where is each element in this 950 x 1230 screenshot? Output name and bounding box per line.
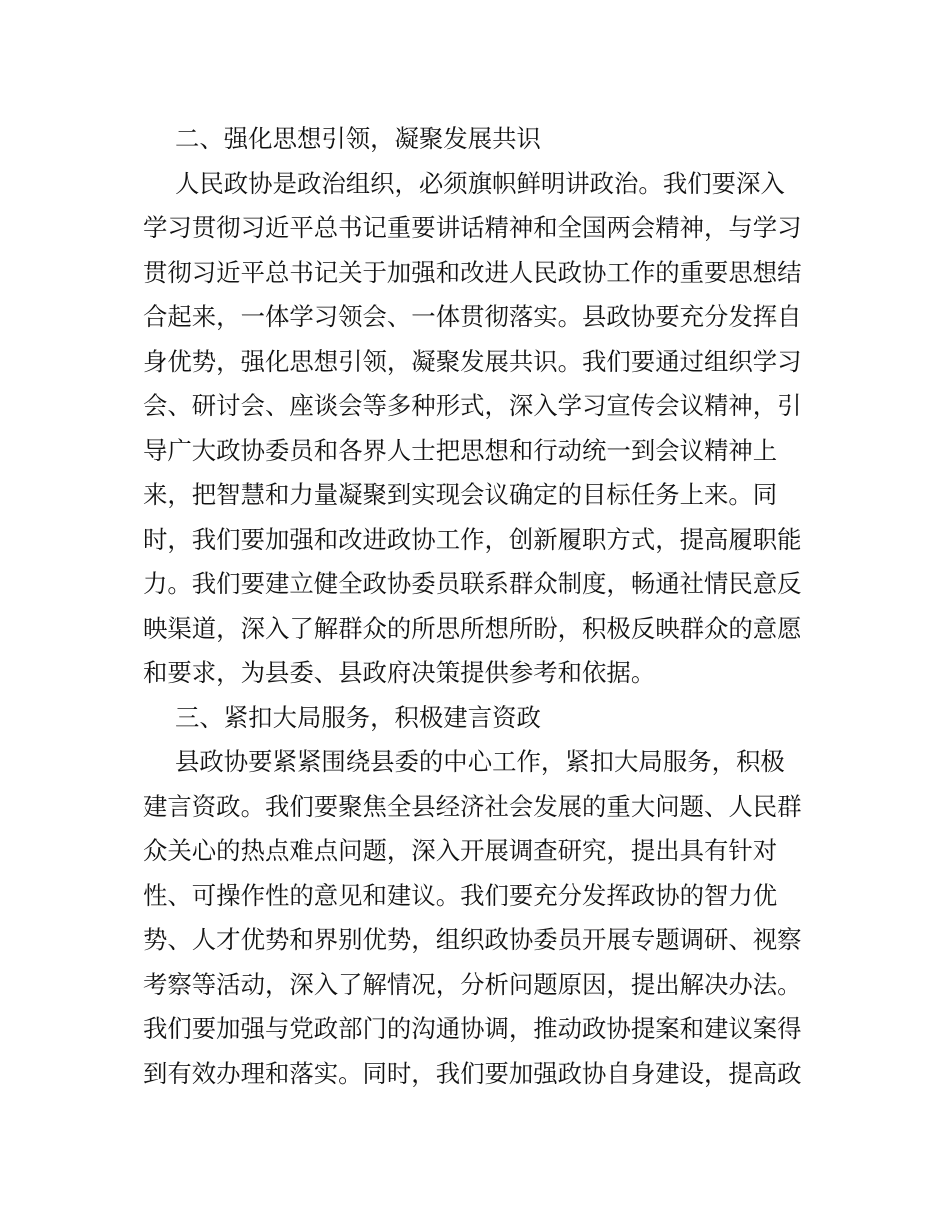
paragraph-line: 势、人才优势和界别优势，组织政协委员开展专题调研、视察 — [143, 925, 802, 954]
paragraph-line: 来，把智慧和力量凝聚到实现会议确定的目标任务上来。同 — [143, 480, 778, 509]
paragraph-line: 会、研讨会、座谈会等多种形式，深入学习宣传会议精神，引 — [143, 391, 802, 420]
section-heading-3: 三、紧扣大局服务，积极建言资政 — [175, 703, 541, 732]
paragraph-line: 导广大政协委员和各界人士把思想和行动统一到会议精神上 — [143, 436, 778, 465]
paragraph-line: 和要求，为县委、县政府决策提供参考和依据。 — [143, 658, 656, 687]
paragraph-line: 合起来，一体学习领会、一体贯彻落实。县政协要充分发挥自 — [143, 302, 802, 331]
paragraph-line: 时，我们要加强和改进政协工作，创新履职方式，提高履职能 — [143, 525, 802, 554]
paragraph-line: 力。我们要建立健全政协委员联系群众制度，畅通社情民意反 — [143, 569, 802, 598]
paragraph-line: 县政协要紧紧围绕县委的中心工作，紧扣大局服务，积极 — [175, 747, 785, 776]
paragraph-line: 映渠道，深入了解群众的所思所想所盼，积极反映群众的意愿 — [143, 614, 802, 643]
paragraph-line: 身优势，强化思想引领，凝聚发展共识。我们要通过组织学习 — [143, 347, 802, 376]
paragraph-line: 贯彻习近平总书记关于加强和改进人民政协工作的重要思想结 — [143, 258, 802, 287]
section-heading-2: 二、强化思想引领，凝聚发展共识 — [175, 124, 541, 153]
paragraph-line: 众关心的热点难点问题，深入开展调查研究，提出具有针对 — [143, 836, 778, 865]
paragraph-line: 学习贯彻习近平总书记重要讲话精神和全国两会精神，与学习 — [143, 213, 802, 242]
paragraph-line: 到有效办理和落实。同时，我们要加强政协自身建设，提高政 — [143, 1059, 802, 1088]
paragraph-line: 性、可操作性的意见和建议。我们要充分发挥政协的智力优 — [143, 881, 778, 910]
paragraph-line: 考察等活动，深入了解情况，分析问题原因，提出解决办法。 — [143, 970, 802, 999]
paragraph-line: 建言资政。我们要聚焦全县经济社会发展的重大问题、人民群 — [143, 792, 802, 821]
paragraph-line: 人民政协是政治组织，必须旗帜鲜明讲政治。我们要深入 — [175, 169, 785, 198]
paragraph-line: 我们要加强与党政部门的沟通协调，推动政协提案和建议案得 — [143, 1014, 802, 1043]
